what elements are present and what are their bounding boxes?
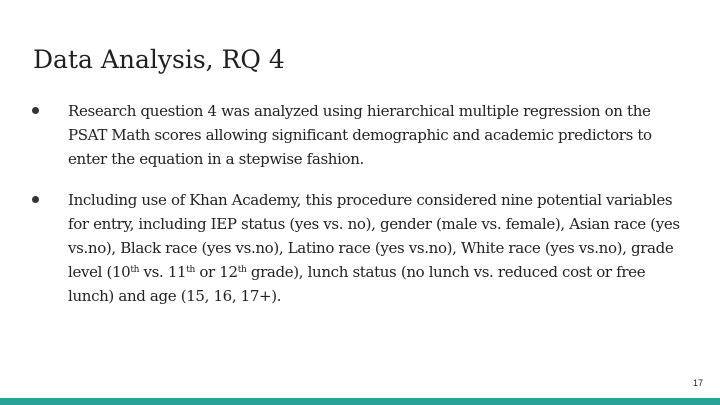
- bullet-text-part: or 12: [194, 263, 238, 281]
- slide-title: Data Analysis, RQ 4: [33, 45, 285, 74]
- ordinal-superscript: th: [130, 265, 140, 276]
- bullet-text-part: Including use of Khan Academy, this procedure considered nine potential variables for entry, including IEP status (yes vs. no), gender (male vs. female), Asian race (yes vs.no), Black race (yes vs.no), Latino race (yes vs.no), White race (yes vs.no), grade level (10: [68, 191, 680, 281]
- bullet-item-rq4-method: [22, 99, 690, 171]
- bullet-text: [68, 188, 690, 308]
- bullet-dot-icon: [32, 196, 39, 203]
- bullet-text-part: vs. 11: [139, 263, 187, 281]
- bullet-list: [22, 99, 690, 308]
- page-number: 17: [692, 378, 703, 388]
- accent-bar: [0, 398, 720, 405]
- ordinal-superscript: th: [237, 265, 247, 276]
- bullet-text-part: grade), lunch status (no lunch vs. reduced cost or free lunch) and age (15, 16, 17+).: [68, 263, 646, 305]
- bullet-dot-icon: [32, 107, 39, 114]
- bullet-item-variables: [22, 188, 690, 308]
- ordinal-superscript: th: [186, 265, 195, 276]
- bullet-text: Research question 4 was analyzed using hierarchical multiple regression on the PSAT Math scores allowing significant demographic and academic predictors to enter the equation in a stepwise fashion.: [68, 102, 652, 168]
